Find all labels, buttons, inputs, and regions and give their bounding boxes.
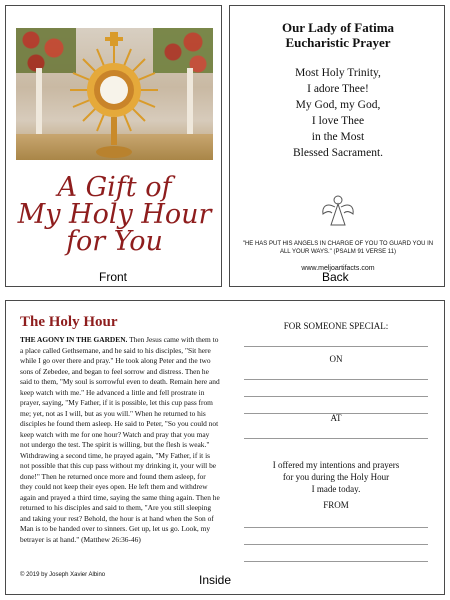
fill-in-line[interactable] — [244, 346, 428, 347]
monstrance-photo — [16, 28, 213, 160]
copyright-notice: © 2019 by Joseph Xavier Albino — [20, 572, 106, 578]
fill-in-line[interactable] — [244, 561, 428, 562]
prayer-line: in the Most — [311, 131, 365, 143]
prayer-title-line: Our Lady of Fatima — [281, 20, 395, 35]
prayer-line: Blessed Sacrament. — [292, 147, 384, 159]
front-title — [6, 174, 223, 255]
website-link[interactable]: www.meljoartifacts.com — [301, 265, 375, 272]
at-label: AT — [330, 413, 342, 423]
psalm-verse: "HE HAS PUT HIS ANGELS IN CHARGE OF YOU TO GUARD YOU IN ALL YOUR WAYS." (PSALM 91 VERSE 11) — [242, 241, 434, 255]
angel-icon — [318, 194, 358, 228]
prayer-line: I love Thee — [311, 115, 365, 127]
front-title-line: My Holy Hour — [17, 199, 212, 230]
gospel-passage — [20, 335, 220, 545]
inside-caption: Inside — [199, 573, 232, 587]
front-title-line: A Gift of — [57, 172, 172, 203]
offer-line: I made today. — [311, 484, 361, 494]
offer-line: for you during the Holy Hour — [282, 472, 390, 482]
holy-hour-title: The Holy Hour — [20, 314, 118, 330]
passage-text: Then Jesus came with them to a place called Gethsemane, and he said to his disciples, "Sit here while I go over there and pray." He took along Peter and the two sons of Zebedee, and began to feel sorrow and distress. Then he said to them, "My soul is sorrowful even to death. Remain here and keep watch with me." He advanced a little and fell prostrate in prayer, saying, "My Father, if it is possible, let this cup pass from me; yet, not as I will, but as you will." When he returned to his disciples he found them asleep. He said to Peter, "So you could not keep watch with me for one hour? Watch and pray that you may not undergo the test. The spirit is willing, but the flesh is weak." Withdrawing a second time, he prayed again, "My Father, if it is not possible that this cup pass without my drinking it, your will be done!" Then he returned once more and found them asleep, for they could not keep their eyes open. He left them and withdrew again and prayed a third time, saying the same thing again. Then he returned to his disciples and said to them, "Are you still sleeping and taking your rest? Behold, the hour is at hand when the Son of Man is to be handed over to sinners. Get up, let us go. Look, my betrayer is at hand." (Matthew 26:36-46) — [20, 335, 220, 544]
back-panel — [229, 5, 445, 287]
prayer-line: My God, my God, — [295, 99, 381, 111]
front-panel — [5, 5, 222, 287]
for-someone-special-label: FOR SOMEONE SPECIAL: — [283, 321, 389, 331]
prayer-line: I adore Thee! — [307, 83, 369, 95]
inside-panel — [5, 300, 445, 595]
prayer-line: Most Holy Trinity, — [295, 67, 381, 79]
fill-in-line[interactable] — [244, 379, 428, 380]
monstrance-icon — [16, 28, 213, 160]
prayer-title — [230, 20, 446, 50]
back-caption: Back — [322, 270, 349, 284]
offer-line: I offered my intentions and prayers — [272, 460, 400, 470]
fill-in-line[interactable] — [244, 438, 428, 439]
front-title-line: for You — [66, 226, 163, 257]
passage-heading: THE AGONY IN THE GARDEN. — [20, 335, 128, 344]
fill-in-line[interactable] — [244, 527, 428, 528]
fill-in-line[interactable] — [244, 544, 428, 545]
front-caption: Front — [99, 270, 128, 284]
fill-in-line[interactable] — [244, 396, 428, 397]
prayer-title-line: Eucharistic Prayer — [285, 35, 391, 50]
on-label: ON — [329, 354, 343, 364]
from-label: FROM — [323, 500, 349, 510]
